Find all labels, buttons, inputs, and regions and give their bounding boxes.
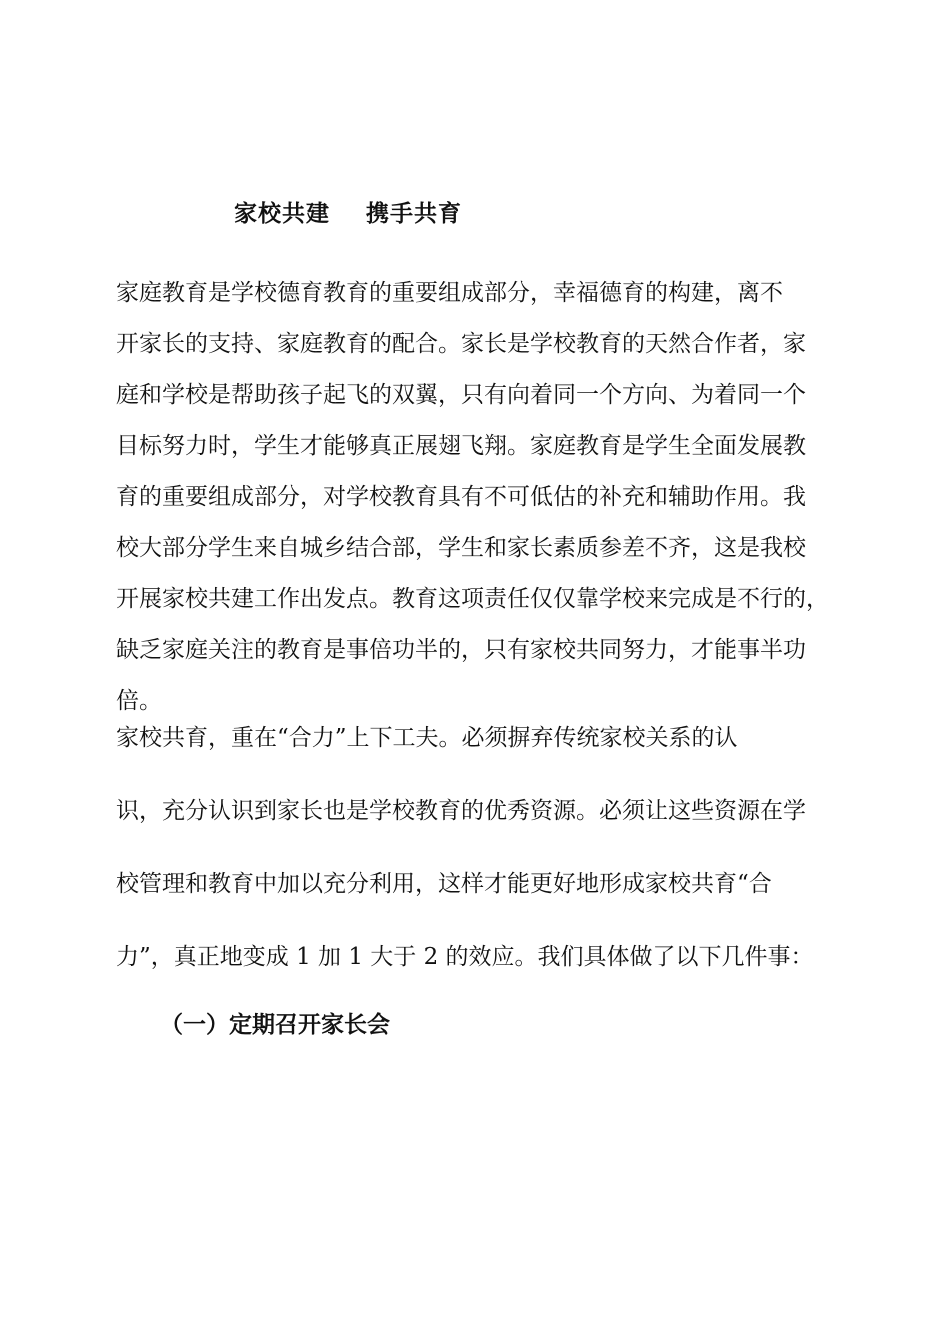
paragraph-line: 开家长的支持、家庭教育的配合。家长是学校教育的天然合作者，家 [116,331,806,357]
paragraph-line: 开展家校共建工作出发点。教育这项责任仅仅靠学校来完成是不行的， [116,586,829,612]
paragraph-line: 家校共育，重在“合力”上下工夫。必须摒弃传统家校关系的认 [116,725,738,751]
paragraph-line: 目标努力时，学生才能够真正展翅飞翔。家庭教育是学生全面发展教 [116,433,806,459]
paragraph-intro [116,268,856,727]
paragraph-line: 庭和学校是帮助孩子起飞的双翼，只有向着同一个方向、为着同一个 [116,382,806,408]
paragraph-line: 缺乏家庭关注的教育是事倍功半的，只有家校共同努力，才能事半功 [116,637,806,663]
paragraph-line: 力”，真正地变成 1 加 1 大于 2 的效应。我们具体做了以下几件事： [116,944,814,970]
section-heading: （一）定期召开家长会 [160,1011,390,1038]
document-title: 家校共建 携手共育 [234,200,463,227]
paragraph-line: 校管理和教育中加以充分利用，这样才能更好地形成家校共育“合 [116,871,772,897]
paragraph-line: 校大部分学生来自城乡结合部，学生和家长素质参差不齐，这是我校 [116,535,806,561]
paragraph-line: 家庭教育是学校德育教育的重要组成部分，幸福德育的构建，离不 [116,280,783,306]
paragraph-line: 识，充分认识到家长也是学校教育的优秀资源。必须让这些资源在学 [116,798,806,824]
paragraph-line: 倍。 [116,688,162,714]
paragraph-cooperation [116,718,856,1010]
paragraph-line: 育的重要组成部分，对学校教育具有不可低估的补充和辅助作用。我 [116,484,806,510]
